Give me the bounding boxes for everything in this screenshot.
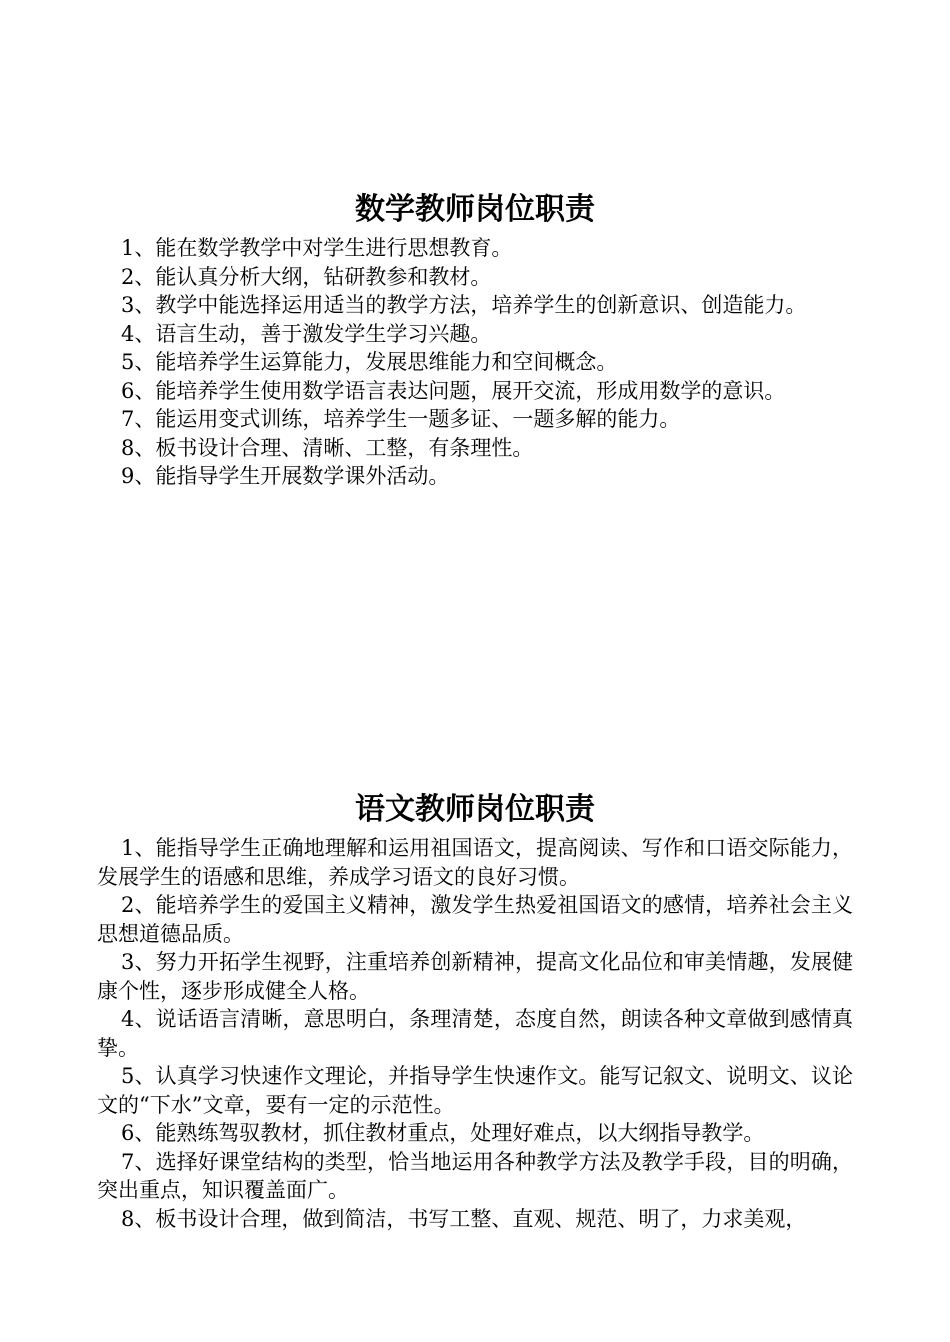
math-duty-item-1: 1、能在数学教学中对学生进行思想教育。: [121, 236, 513, 260]
chinese-duty-item-4: 4、说话语言清晰，意思明白，条理清楚，态度自然，朗读各种文章做到感情真挚。: [97, 1007, 853, 1060]
chinese-duty-item-2: 2、能培养学生的爱国主义精神，激发学生热爱祖国语文的感情，培养社会主义思想道德品质。: [97, 893, 853, 946]
chinese-duty-item-7: 7、选择好课堂结构的类型，恰当地运用各种教学方法及教学手段，目的明确，突出重点，知识覆盖面广。: [97, 1149, 853, 1202]
math-duty-item-7: 7、能运用变式训练，培养学生一题多证、一题多解的能力。: [121, 407, 681, 431]
math-duty-item-8: 8、板书设计合理、清晰、工整，有条理性。: [121, 435, 534, 460]
chinese-duty-item-1: 1、能指导学生正确地理解和运用祖国语文，提高阅读、写作和口语交际能力，发展学生的语感和思维，养成学习语文的良好习惯。: [97, 836, 853, 889]
math-duty-item-5: 5、能培养学生运算能力，发展思维能力和空间概念。: [121, 350, 618, 374]
math-duty-item-9: 9、能指导学生开展数学课外活动。: [121, 464, 450, 488]
math-duty-item-2: 2、能认真分析大纲，钻研教参和教材。: [121, 264, 492, 289]
chinese-duty-item-3: 3、努力开拓学生视野，注重培养创新精神，提高文化品位和审美情趣，发展健康个性，逐步形成健全人格。: [97, 950, 853, 1003]
chinese-duty-item-6: 6、能熟练驾驭教材，抓住教材重点，处理好难点，以大纲指导教学。: [121, 1121, 765, 1145]
chinese-section-title: 语文教师岗位职责: [355, 792, 595, 827]
chinese-duty-item-8: 8、板书设计合理，做到简洁，书写工整、直观、规范、明了，力求美观，: [121, 1206, 807, 1231]
chinese-teacher-duties-section: [97, 786, 853, 1233]
chinese-duty-item-5: 5、认真学习快速作文理论，并指导学生快速作文。能写记叙文、说明文、议论文的“下水”文章，要有一定的示范性。: [97, 1064, 853, 1117]
math-section-title: 数学教师岗位职责: [355, 192, 595, 227]
math-teacher-duties-section: [97, 186, 853, 491]
math-duty-item-3: 3、教学中能选择运用适当的教学方法，培养学生的创新意识、创造能力。: [121, 293, 807, 317]
math-duty-item-4: 4、语言生动，善于激发学生学习兴趣。: [121, 321, 492, 346]
math-duty-item-6: 6、能培养学生使用数学语言表达问题，展开交流，形成用数学的意识。: [121, 378, 786, 403]
